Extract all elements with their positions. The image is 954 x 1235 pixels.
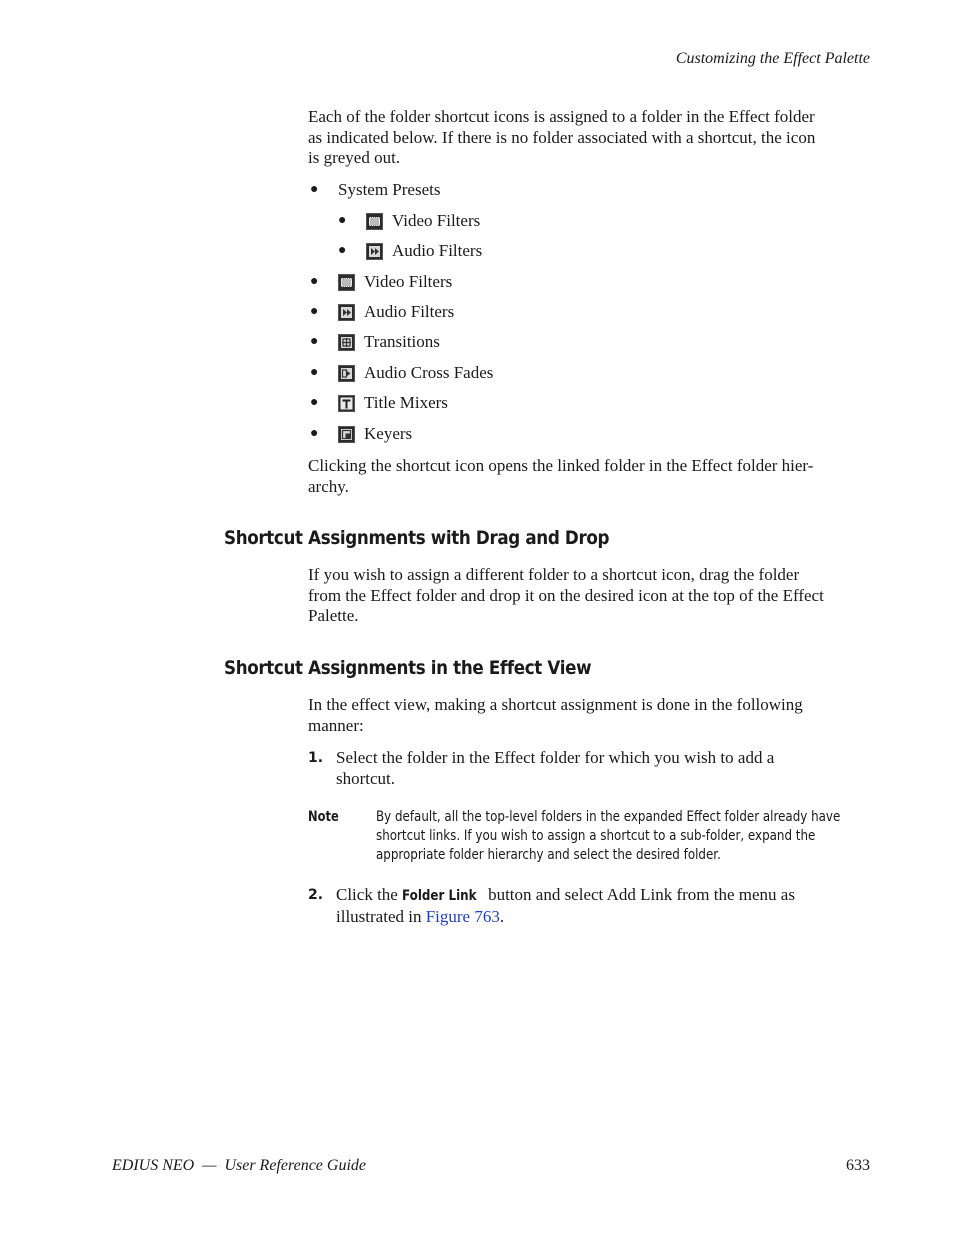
page-number: 633 [846, 1157, 870, 1174]
video-filter-icon[interactable] [338, 274, 355, 291]
list-item-title-mixers [310, 392, 448, 414]
section1-paragraph [308, 565, 870, 627]
bullet: ● [310, 395, 319, 410]
step-2-line2-pre: illustrated in [336, 906, 422, 926]
title-mixer-icon[interactable] [338, 395, 355, 412]
bullet: ● [310, 426, 319, 441]
paragraph-line: In the effect view, making a shortcut assignment is done in the following [308, 695, 803, 714]
paragraph-line: Clicking the shortcut icon opens the linked folder in the Effect folder hier- [308, 456, 814, 475]
footer-title: EDIUS NEO — User Reference Guide [112, 1157, 367, 1174]
paragraph-line [336, 907, 870, 928]
step-number: 2. [308, 887, 324, 903]
note-line: appropriate folder hierarchy and select the desired folder. [376, 846, 721, 863]
step-1-text [336, 748, 870, 789]
paragraph-line: manner: [308, 715, 364, 735]
list-item-label: Video Filters [392, 211, 481, 230]
intro-paragraph [308, 107, 870, 169]
section2-paragraph [308, 695, 870, 736]
paragraph-line: archy. [308, 476, 349, 496]
folder-link-label: Folder Link [402, 888, 477, 904]
list-item-label: Audio Filters [392, 241, 483, 260]
audio-filter-icon[interactable] [338, 304, 355, 321]
list-item-video-filters [310, 271, 452, 293]
intro-line: Each of the folder shortcut icons is assigned to a folder in the Effect folder [308, 107, 815, 126]
note-line: shortcut links. If you wish to assign a shortcut to a sub-folder, expand the [376, 827, 816, 844]
intro-line: as indicated below. If there is no folder associated with a shortcut, the icon [308, 127, 816, 147]
list-item-label: System Presets [338, 180, 441, 199]
paragraph-line: Palette. [308, 606, 359, 625]
section-heading-drag-drop: Shortcut Assignments with Drag and Drop [224, 527, 610, 549]
step-2-post: button and select Add Link from the menu as [488, 885, 795, 904]
list-item-preset-video-filters [338, 210, 480, 232]
paragraph-line [336, 885, 870, 907]
list-item-system-presets [310, 179, 440, 201]
bullet: ● [310, 365, 319, 380]
list-item-label: Keyers [364, 424, 413, 443]
step-2-pre: Click the [336, 885, 398, 904]
note-text [376, 808, 844, 864]
audio-cross-fade-icon[interactable] [338, 365, 355, 382]
list-item-label: Audio Filters [364, 302, 455, 321]
running-header: Customizing the Effect Palette [675, 50, 870, 67]
video-filter-icon[interactable] [366, 213, 383, 230]
clicking-paragraph [308, 456, 870, 497]
section-heading-effect-view: Shortcut Assignments in the Effect View [224, 657, 592, 679]
paragraph-line: from the Effect folder and drop it on the desired icon at the top of the Effect [308, 585, 824, 605]
list-item-label: Video Filters [364, 272, 453, 291]
intro-line: is greyed out. [308, 148, 401, 167]
note-label: Note [308, 809, 339, 825]
list-item-preset-audio-filters [338, 240, 482, 262]
bullet: ● [338, 213, 347, 228]
step-2-line2-post: . [499, 906, 505, 926]
transition-icon[interactable] [338, 334, 355, 351]
note-line: By default, all the top-level folders in the expanded Effect folder already have [376, 809, 841, 825]
audio-filter-icon[interactable] [366, 243, 383, 260]
list-item-keyers [310, 423, 412, 445]
bullet: ● [338, 243, 347, 258]
step-2-text [336, 885, 870, 927]
bullet: ● [310, 274, 319, 289]
bullet: ● [310, 182, 319, 197]
list-item-transitions [310, 331, 440, 353]
bullet: ● [310, 304, 319, 319]
list-item-audio-cross-fades [310, 362, 493, 384]
step-number: 1. [308, 750, 324, 766]
paragraph-line: Select the folder in the Effect folder for which you wish to add a [336, 748, 775, 767]
list-item-label: Transitions [364, 332, 440, 351]
figure-link[interactable]: Figure 763 [425, 906, 500, 926]
paragraph-line: shortcut. [336, 768, 396, 788]
list-item-label: Audio Cross Fades [364, 363, 494, 382]
bullet: ● [310, 334, 319, 349]
list-item-label: Title Mixers [364, 393, 448, 412]
paragraph-line: If you wish to assign a different folder to a shortcut icon, drag the folder [308, 565, 800, 584]
list-item-audio-filters [310, 301, 454, 323]
keyer-icon[interactable] [338, 426, 355, 443]
